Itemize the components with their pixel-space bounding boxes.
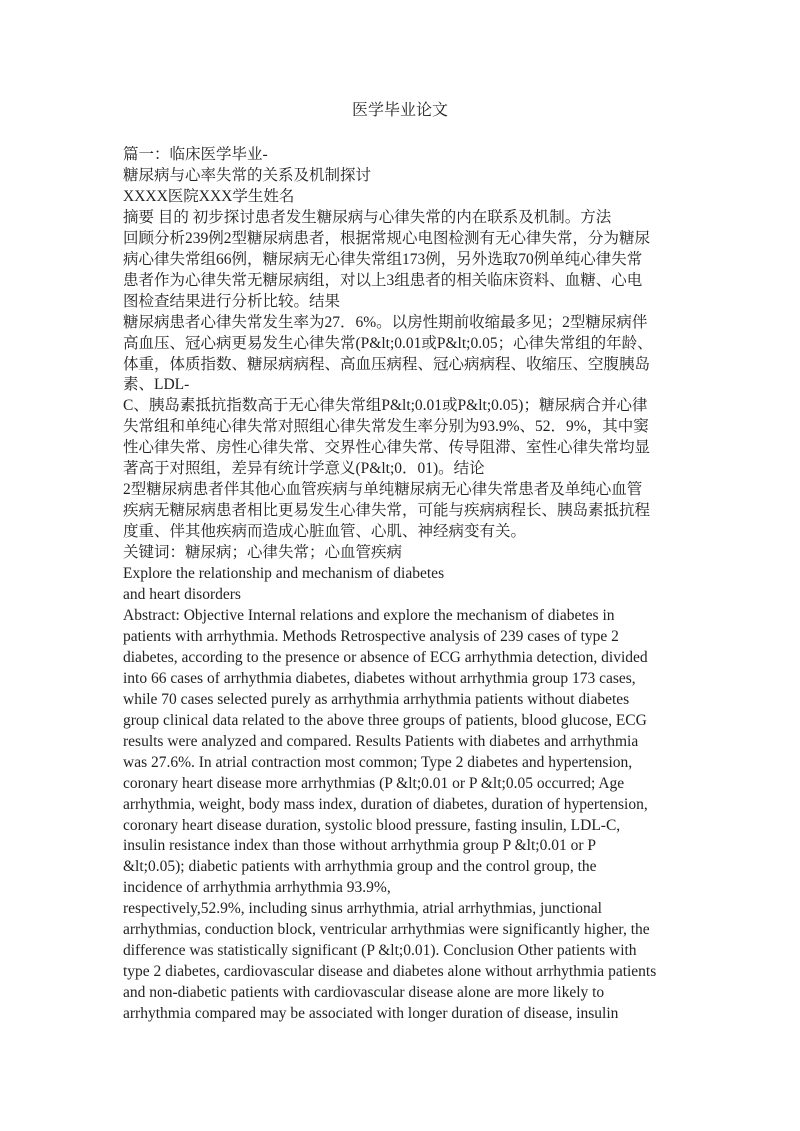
text-line: XXXX医院XXX学生姓名 bbox=[123, 187, 295, 205]
text-line: 摘要 目的 初步探讨患者发生糖尿病与心律失常的内在联系及机制。方法 bbox=[123, 208, 612, 226]
text-line: difference was statistically significant (P &lt;0.01). Conclusion Other patients with bbox=[123, 942, 637, 960]
text-line: arrhythmias, conduction block, ventricular arrhythmias were significantly higher, the bbox=[123, 921, 650, 939]
text-line: 性心律失常、房性心律失常、交界性心律失常、传导阻滞、室性心律失常均显 bbox=[123, 439, 651, 457]
text-line: 疾病无糖尿病患者相比更易发生心律失常，可能与疾病病程长、胰岛素抵抗程 bbox=[123, 502, 651, 520]
text-line: incidence of arrhythmia arrhythmia 93.9%, bbox=[123, 879, 391, 897]
text-line: arrhythmia, weight, body mass index, duration of diabetes, duration of hypertension, bbox=[123, 795, 648, 813]
text-line: 2型糖尿病患者伴其他心血管疾病与单纯糖尿病无心律失常患者及单纯心血管 bbox=[123, 481, 643, 499]
text-line: coronary heart disease more arrhythmias (P &lt;0.01 or P &lt;0.05 occurred; Age bbox=[123, 774, 625, 792]
text-line: patients with arrhythmia. Methods Retrospective analysis of 239 cases of type 2 bbox=[123, 627, 619, 645]
text-line: Abstract: Objective Internal relations and explore the mechanism of diabetes in bbox=[123, 606, 615, 624]
text-line: 病心律失常组66例，糖尿病无心律失常组173例，另外选取70例单纯心律失常 bbox=[123, 250, 643, 268]
text-line: while 70 cases selected purely as arrhythmia arrhythmia patients without diabetes bbox=[123, 690, 630, 708]
text-line: 失常组和单纯心律失常对照组心律失常发生率分别为93.9%、52．9%，其中窦 bbox=[123, 418, 649, 436]
text-line: 高血压、冠心病更易发生心律失常(P&lt;0.01或P&lt;0.05；心律失常组的年龄、 bbox=[123, 334, 653, 352]
text-line: coronary heart disease duration, systolic blood pressure, fasting insulin, LDL-C, bbox=[123, 816, 621, 834]
text-line: type 2 diabetes, cardiovascular disease and diabetes alone without arrhythmia patients bbox=[123, 963, 657, 981]
text-line: group clinical data related to the above three groups of patients, blood glucose, ECG bbox=[123, 711, 647, 729]
text-line: was 27.6%. In atrial contraction most common; Type 2 diabetes and hypertension, bbox=[123, 753, 633, 771]
text-line: 图检查结果进行分析比较。结果 bbox=[123, 292, 341, 310]
text-line: 体重，体质指数、糖尿病病程、高血压病程、冠心病病程、收缩压、空腹胰岛 bbox=[123, 355, 651, 373]
text-line: arrhythmia compared may be associated with longer duration of disease, insulin bbox=[123, 1005, 619, 1023]
text-line: 回顾分析239例2型糖尿病患者，根据常规心电图检测有无心律失常，分为糖尿 bbox=[123, 229, 651, 247]
text-line: Explore the relationship and mechanism of diabetes bbox=[123, 565, 445, 583]
text-line: 糖尿病与心率失常的关系及机制探讨 bbox=[123, 166, 372, 184]
text-line: 患者作为心律失常无糖尿病组，对以上3组患者的相关临床资料、血糖、心电 bbox=[123, 271, 643, 289]
document-title: 医学毕业论文 bbox=[351, 102, 448, 119]
text-line: C、胰岛素抵抗指数高于无心律失常组P&lt;0.01或P&lt;0.05)；糖尿病合并心律 bbox=[123, 397, 648, 415]
text-line: and non-diabetic patients with cardiovascular disease alone are more likely to bbox=[123, 984, 605, 1002]
text-line: results were analyzed and compared. Results Patients with diabetes and arrhythmia bbox=[123, 732, 639, 750]
text-line: insulin resistance index than those without arrhythmia group P &lt;0.01 or P bbox=[123, 837, 596, 855]
text-line: 篇一：临床医学毕业- bbox=[123, 146, 268, 163]
text-line: respectively,52.9%, including sinus arrhythmia, atrial arrhythmias, junctional bbox=[123, 900, 602, 918]
text-line: 著高于对照组，差异有统计学意义(P&lt;0．01)。结论 bbox=[123, 460, 485, 478]
text-line: 糖尿病患者心律失常发生率为27．6%。以房性期前收缩最多见；2型糖尿病伴 bbox=[123, 313, 648, 331]
text-line: 素、LDL- bbox=[123, 376, 190, 394]
text-line: into 66 cases of arrhythmia diabetes, diabetes without arrhythmia group 173 cases, bbox=[123, 669, 636, 687]
text-line: 度重、伴其他疾病而造成心脏血管、心肌、神经病变有关。 bbox=[123, 523, 527, 541]
text-line: 关键词：糖尿病；心律失常；心血管疾病 bbox=[123, 544, 403, 562]
text-line: &lt;0.05); diabetic patients with arrhythmia group and the control group, the bbox=[123, 858, 597, 876]
document-body bbox=[123, 145, 703, 1025]
text-line: and heart disorders bbox=[123, 586, 241, 604]
text-line: diabetes, according to the presence or absence of ECG arrhythmia detection, divided bbox=[123, 648, 648, 666]
